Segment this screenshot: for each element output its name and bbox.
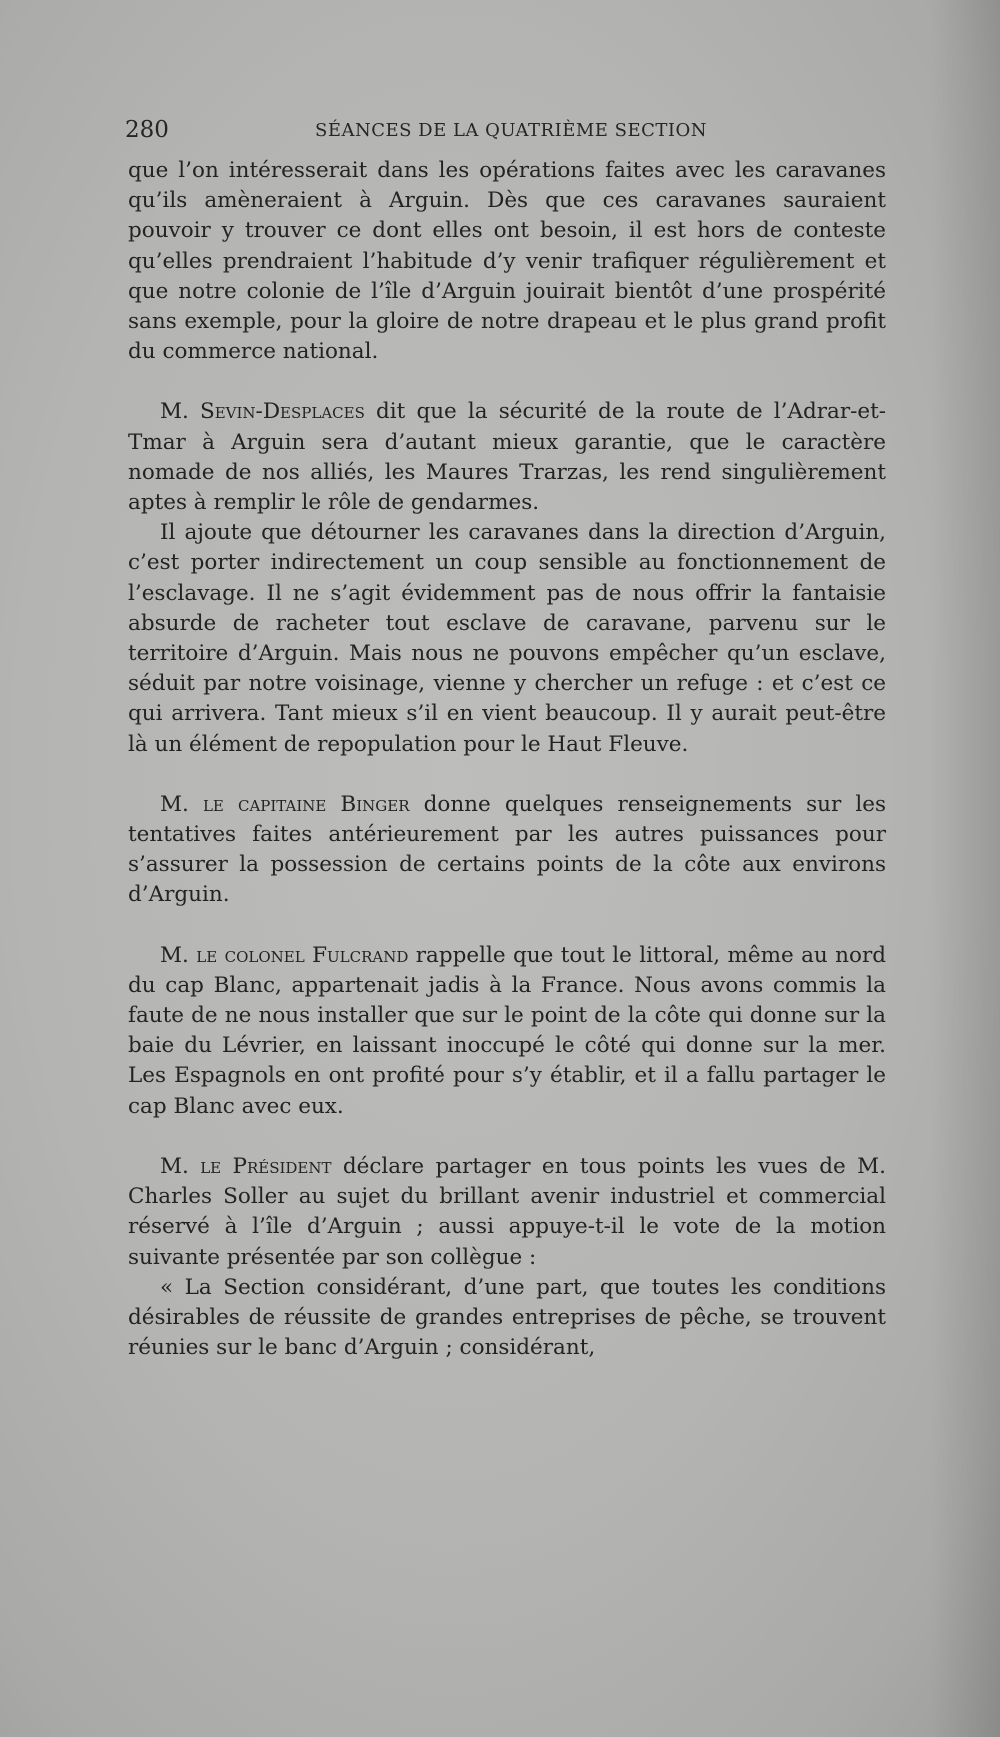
paragraph-text: « La Section considérant, d’une part, que toutes les conditions désirables de réussite de grandes entreprises de pêche, se trouvent réunies sur le banc d’Arguin ; considérant,: [128, 1274, 886, 1361]
paragraph-text: déclare partager en tous points les vues de M. Charles Soller au sujet du brillant avenir industriel et commercial réservé à l’île d’Arguin ; aussi appuye-t-il le vote de la motion suivante présentée par son collègue :: [128, 1153, 886, 1270]
body-text: [128, 156, 886, 1363]
paragraph-binger: [128, 790, 886, 911]
paragraph-text: Il ajoute que détourner les caravanes dans la direction d’Arguin, c’est porter indirectement un coup sensible au fonctionnement de l’esclavage. Il ne s’agit évidemment pas de nous offrir la fantaisie absurde de racheter tout esclave de caravane, parvenu sur le territoire d’Arguin. Mais nous ne pouvons empêcher qu’un esclave, séduit par notre voisinage, vienne y chercher un refuge : et c’est ce qui arrivera. Tant mieux s’il en vient beaucoup. Il y aurait peut-être là un élément de repopulation pour le Haut Fleuve.: [128, 520, 886, 757]
page-number: 280: [125, 117, 169, 143]
page-edge-shadow: [930, 0, 1000, 1737]
page-header: [125, 117, 885, 147]
paragraph-text: rappelle que tout le littoral, même au nord du cap Blanc, appartenait jadis à la France. Nous avons commis la faute de ne nous installer que sur le point de la côte qui donne sur la baie du Lévrier, en laissant inoccupé le côté qui donne sur la mer. Les Espagnols en ont profité pour s’y établir, et il a fallu partager le cap Blanc avec eux.: [128, 942, 887, 1119]
paragraph-text: donne quelques renseignements sur les tentatives faites antérieurement par les autres puissances pour s’assurer la possession de certains points de la côte aux environs d’Arguin.: [128, 791, 886, 908]
paragraph-text: que l’on intéresserait dans les opérations faites avec les caravanes qu’ils amèneraient à Arguin. Dès que ces caravanes sauraient pouvoir y trouver ce dont elles ont besoin, il est hors de conteste qu’elles prendraient l’habitude d’y venir trafiquer régulièrement et que notre colonie de l’île d’Arguin jouirait bientôt d’une prospérité sans exemple, pour la gloire de notre drapeau et le plus grand profit du commerce national.: [128, 158, 886, 365]
paragraph-esclavage: [128, 518, 886, 760]
speaker-name: M. Sevin-Desplaces: [160, 399, 365, 425]
paragraph-text: dit que la sécurité de la route de l’Adrar-et-Tmar à Arguin sera d’autant mieux garantie, que le caractère nomade de nos alliés, les Maures Trarzas, les rend singulièrement aptes à remplir le rôle de gendarmes.: [128, 399, 887, 516]
speaker-name: M. le capitaine Binger: [160, 791, 410, 817]
speaker-name: M. le colonel Fulcrand: [160, 942, 409, 968]
speaker-name: M. le Président: [160, 1153, 332, 1179]
paragraph-fulcrand: [128, 941, 886, 1122]
paragraph-motion: [128, 1273, 886, 1364]
paragraph-president: [128, 1152, 886, 1273]
paragraph-sevin-desplaces: [128, 397, 886, 518]
paragraph-continuation: [128, 156, 886, 367]
running-head: SÉANCES DE LA QUATRIÈME SECTION: [315, 120, 708, 141]
